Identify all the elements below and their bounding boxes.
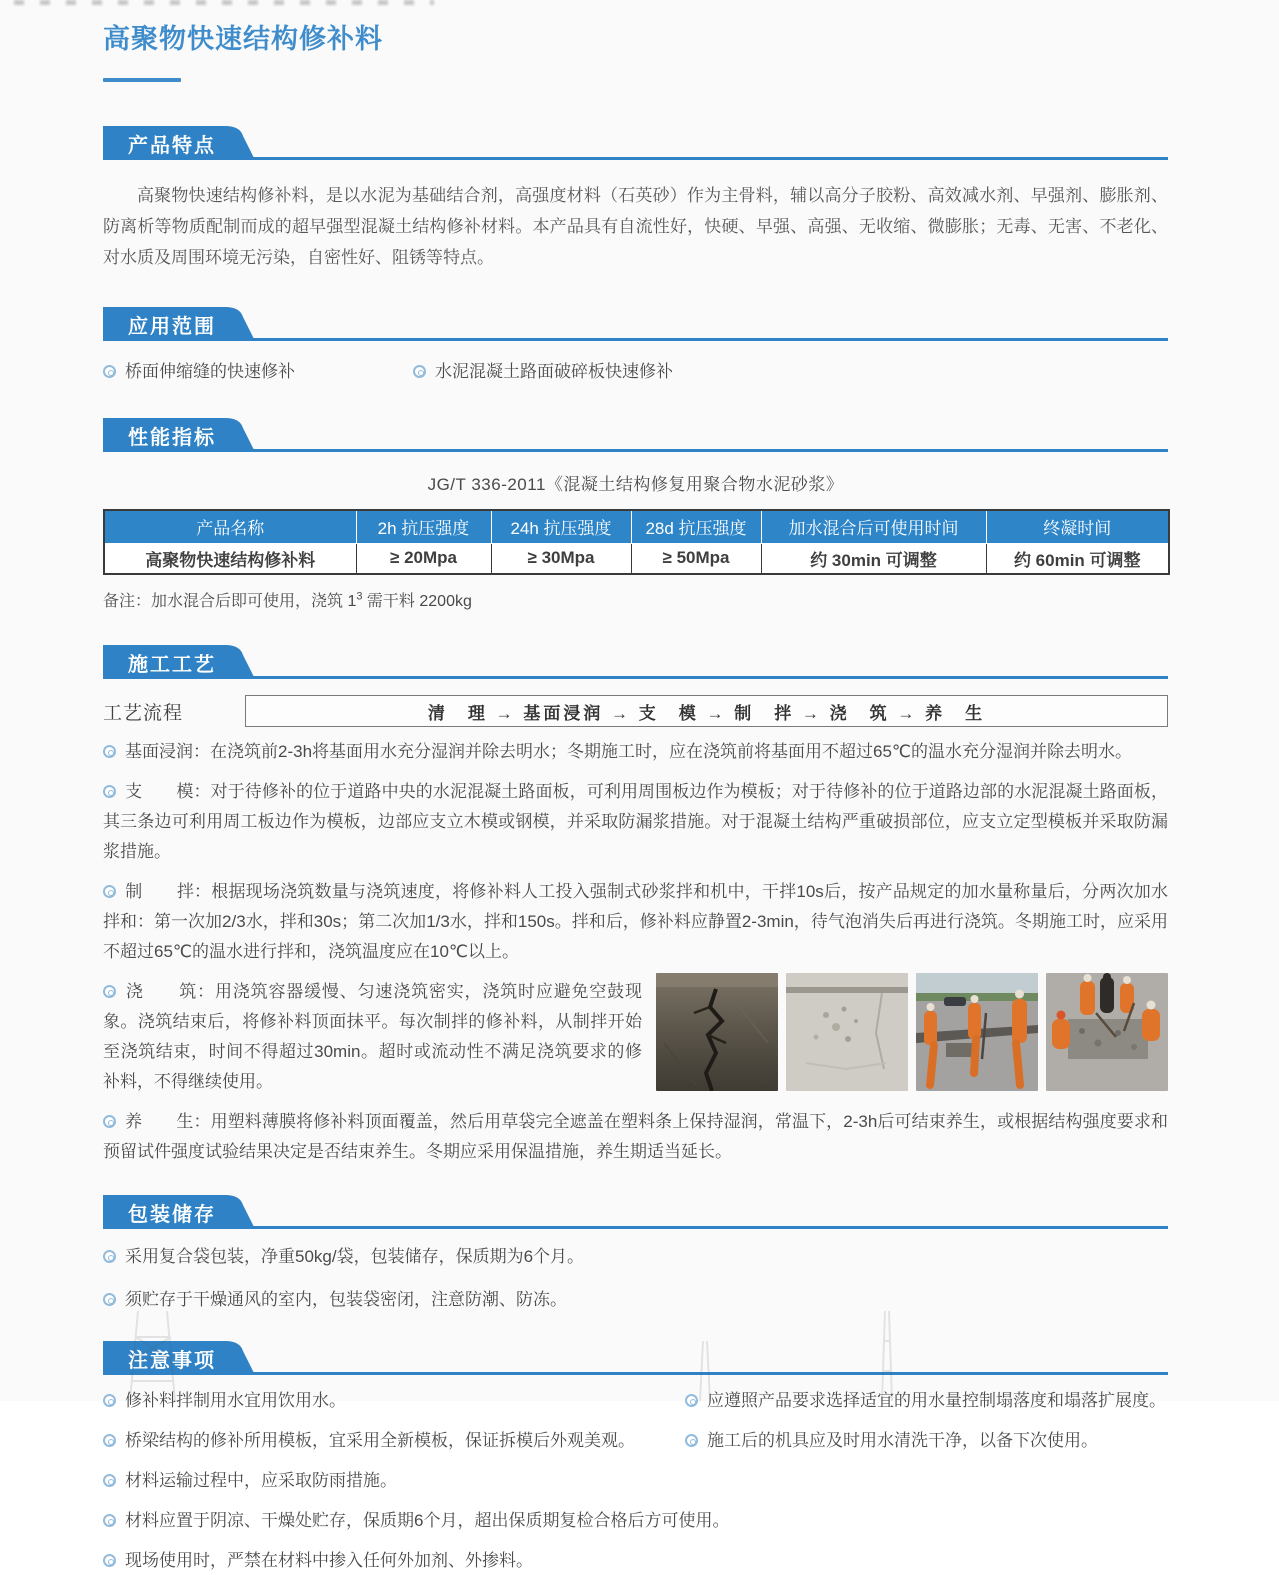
note-item-text: 桥梁结构的修补所用模板，宜采用全新模板，保证拆模后外观美观。 (125, 1431, 635, 1450)
process-step-text: 基面浸润：在浇筑前2-3h将基面用水充分湿润并除去明水；冬期施工时，应在浇筑前将基面用不超过65℃的温水充分湿润并除去明水。 (125, 742, 1133, 761)
note-item-text: 材料运输过程中，应采取防雨措施。 (125, 1471, 397, 1490)
note-item (103, 1507, 729, 1535)
photo-workers-repairing-road-joint (916, 973, 1038, 1091)
note-item-text: 修补料拌制用水宜用饮用水。 (125, 1391, 346, 1410)
note-item (103, 1547, 533, 1575)
note-item-text: 现场使用时，严禁在材料中掺入任何外加剂、外掺料。 (125, 1551, 533, 1570)
section-title-notes: 注意事项 (128, 1349, 216, 1372)
process-step-text: 支 模：对于待修补的位于道路中央的水泥混凝土路面板，可利用周围板边作为模板；对于待修补的位于道路边部的水泥混凝土路面板，其三条边可利用周工板边作为模板，边部应支立木模或钢模，并采取防漏浆措施。对于混凝土结构严重破损部位，应支立定型模板并采取防漏浆措施。 (103, 782, 1168, 861)
table-cell-product-name: 高聚物快速结构修补料 (104, 543, 356, 574)
note-superscript: 3 (356, 590, 363, 603)
photo-cracked-concrete-pavement (656, 973, 778, 1091)
ring-bullet-icon (103, 1115, 116, 1128)
section-header-applications (103, 307, 1168, 341)
note-item (685, 1387, 1168, 1415)
process-step (103, 1107, 1168, 1167)
photo-workers-placing-repair-mortar (1046, 973, 1168, 1091)
application-item (103, 357, 413, 382)
ring-bullet-icon (103, 365, 116, 378)
section-title-packaging: 包装储存 (128, 1203, 216, 1226)
note-item-text: 应遵照产品要求选择适宜的用水量控制塌落度和塌落扩展度。 (707, 1391, 1166, 1410)
note-item (103, 1387, 685, 1415)
section-tab (103, 418, 255, 452)
column-header: 24h 抗压强度 (491, 510, 631, 543)
notes-row (103, 1507, 1168, 1535)
standard-reference: JG/T 336-2011《混凝土结构修复用聚合物水泥砂浆》 (427, 475, 844, 494)
section-tab (103, 307, 255, 341)
page-title: 高聚物快速结构修补料 (103, 24, 383, 54)
section-tab (103, 126, 255, 160)
table-cell: 约 30min 可调整 (761, 543, 986, 574)
section-header-notes (103, 1341, 1168, 1375)
section-title-process: 施工工艺 (128, 653, 216, 676)
note-text: 需干料 2200kg (362, 593, 472, 610)
table-header-row (104, 510, 1169, 543)
section-title-features: 产品特点 (128, 134, 216, 157)
ring-bullet-icon (103, 1514, 116, 1527)
notes-row (103, 1427, 1168, 1455)
ring-bullet-icon (413, 365, 426, 378)
packaging-item (103, 1242, 1168, 1272)
ring-bullet-icon (103, 885, 116, 898)
packaging-item-text: 须贮存于干燥通风的室内，包装袋密闭，注意防潮、防冻。 (125, 1290, 567, 1309)
process-step (103, 877, 1168, 967)
section-header-features (103, 126, 1168, 160)
note-item (103, 1467, 397, 1495)
notes-row (103, 1547, 1168, 1575)
process-step (103, 737, 1168, 767)
application-item-label: 桥面伸缩缝的快速修补 (125, 362, 295, 381)
photo-spalled-concrete-surface (786, 973, 908, 1091)
column-header: 28d 抗压强度 (631, 510, 761, 543)
note-text: 备注：加水混合后即可使用，浇筑 1 (103, 593, 357, 610)
note-item (103, 1427, 685, 1455)
ring-bullet-icon (103, 985, 116, 998)
process-flow-row (103, 695, 1168, 727)
process-flow-label: 工艺流程 (103, 702, 184, 724)
table-cell: ≥ 20Mpa (356, 543, 491, 574)
section-header-packaging (103, 1195, 1168, 1229)
ring-bullet-icon (103, 1293, 116, 1306)
column-header: 产品名称 (104, 510, 356, 543)
title-underline (103, 78, 181, 82)
section-header-process (103, 645, 1168, 679)
note-item (685, 1427, 1168, 1455)
column-header: 终凝时间 (986, 510, 1169, 543)
packaging-item (103, 1285, 1168, 1315)
ring-bullet-icon (685, 1434, 698, 1447)
ring-bullet-icon (103, 1434, 116, 1447)
note-item-text: 材料应置于阴凉、干燥处贮存，保质期6个月，超出保质期复检合格后方可使用。 (125, 1511, 730, 1530)
construction-photo-strip (656, 973, 1168, 1091)
ring-bullet-icon (103, 1250, 116, 1263)
process-step-text: 养 生：用塑料薄膜将修补料顶面覆盖，然后用草袋完全遮盖在塑料条上保持湿润，常温下，2-3h后可结束养生，或根据结构强度要求和预留试件强度试验结果决定是否结束养生。冬期应采用保温措施，养生期适当延长。 (103, 1112, 1168, 1161)
performance-table (103, 509, 1170, 575)
cropped-text-remnant (14, 0, 434, 5)
section-tab (103, 1195, 255, 1229)
packaging-item-text: 采用复合袋包装，净重50kg/袋，包装储存，保质期为6个月。 (125, 1247, 585, 1266)
process-steps (103, 737, 1168, 1167)
page-content (103, 17, 1168, 1575)
table-cell: ≥ 30Mpa (491, 543, 631, 574)
features-paragraph: 高聚物快速结构修补料，是以水泥为基础结合剂，高强度材料（石英砂）作为主骨料，辅以高分子胶粉、高效减水剂、早强剂、膨胀剂、防离析等物质配制而成的超早强型混凝土结构修补材料。本产品具有自流性好，快硬、早强、高强、无收缩、微膨胀；无毒、无害、不老化、对水质及周围环境无污染，自密性好、阻锈等特点。 (103, 186, 1168, 267)
column-header: 加水混合后可使用时间 (761, 510, 986, 543)
table-cell: ≥ 50Mpa (631, 543, 761, 574)
ring-bullet-icon (103, 1474, 116, 1487)
process-step-text: 浇 筑：用浇筑容器缓慢、匀速浇筑密实，浇筑时应避免空鼓现象。浇筑结束后，将修补料顶面抹平。每次制拌的修补料，从制拌开始至浇筑结束，时间不得超过30min。超时或流动性不满足浇筑要求的修补料，不得继续使用。 (103, 982, 642, 1091)
section-header-performance (103, 418, 1168, 452)
ring-bullet-icon (103, 745, 116, 758)
notes-row (103, 1387, 1168, 1415)
table-row (104, 543, 1169, 574)
process-flow-diagram: 清 理 → 基面浸润 → 支 模 → 制 拌 → 浇 筑 → 养 生 (245, 695, 1168, 727)
section-title-performance: 性能指标 (128, 426, 216, 449)
applications-list (103, 357, 1168, 382)
notes-row (103, 1467, 1168, 1495)
process-step (103, 777, 1168, 867)
column-header: 2h 抗压强度 (356, 510, 491, 543)
note-item-text: 施工后的机具应及时用水清洗干净，以备下次使用。 (707, 1431, 1098, 1450)
table-cell: 约 60min 可调整 (986, 543, 1169, 574)
application-item (413, 357, 673, 382)
section-title-applications: 应用范围 (128, 315, 216, 338)
ring-bullet-icon (103, 785, 116, 798)
application-item-label: 水泥混凝土路面破碎板快速修补 (435, 362, 673, 381)
section-tab (103, 645, 255, 679)
ring-bullet-icon (103, 1554, 116, 1567)
process-step-text: 制 拌：根据现场浇筑数量与浇筑速度，将修补料人工投入强制式砂浆拌和机中，干拌10s后，按产品规定的加水量称量后，分两次加水拌和：第一次加2/3水，拌和30s；第二次加1/3水，拌和150s。拌和后，修补料应静置2-3min，待气泡消失后再进行浇筑。冬期施工时，应采用不超过65℃的温水进行拌和，浇筑温度应在10℃以上。 (103, 882, 1168, 961)
section-tab (103, 1341, 255, 1375)
table-note (103, 588, 1168, 611)
